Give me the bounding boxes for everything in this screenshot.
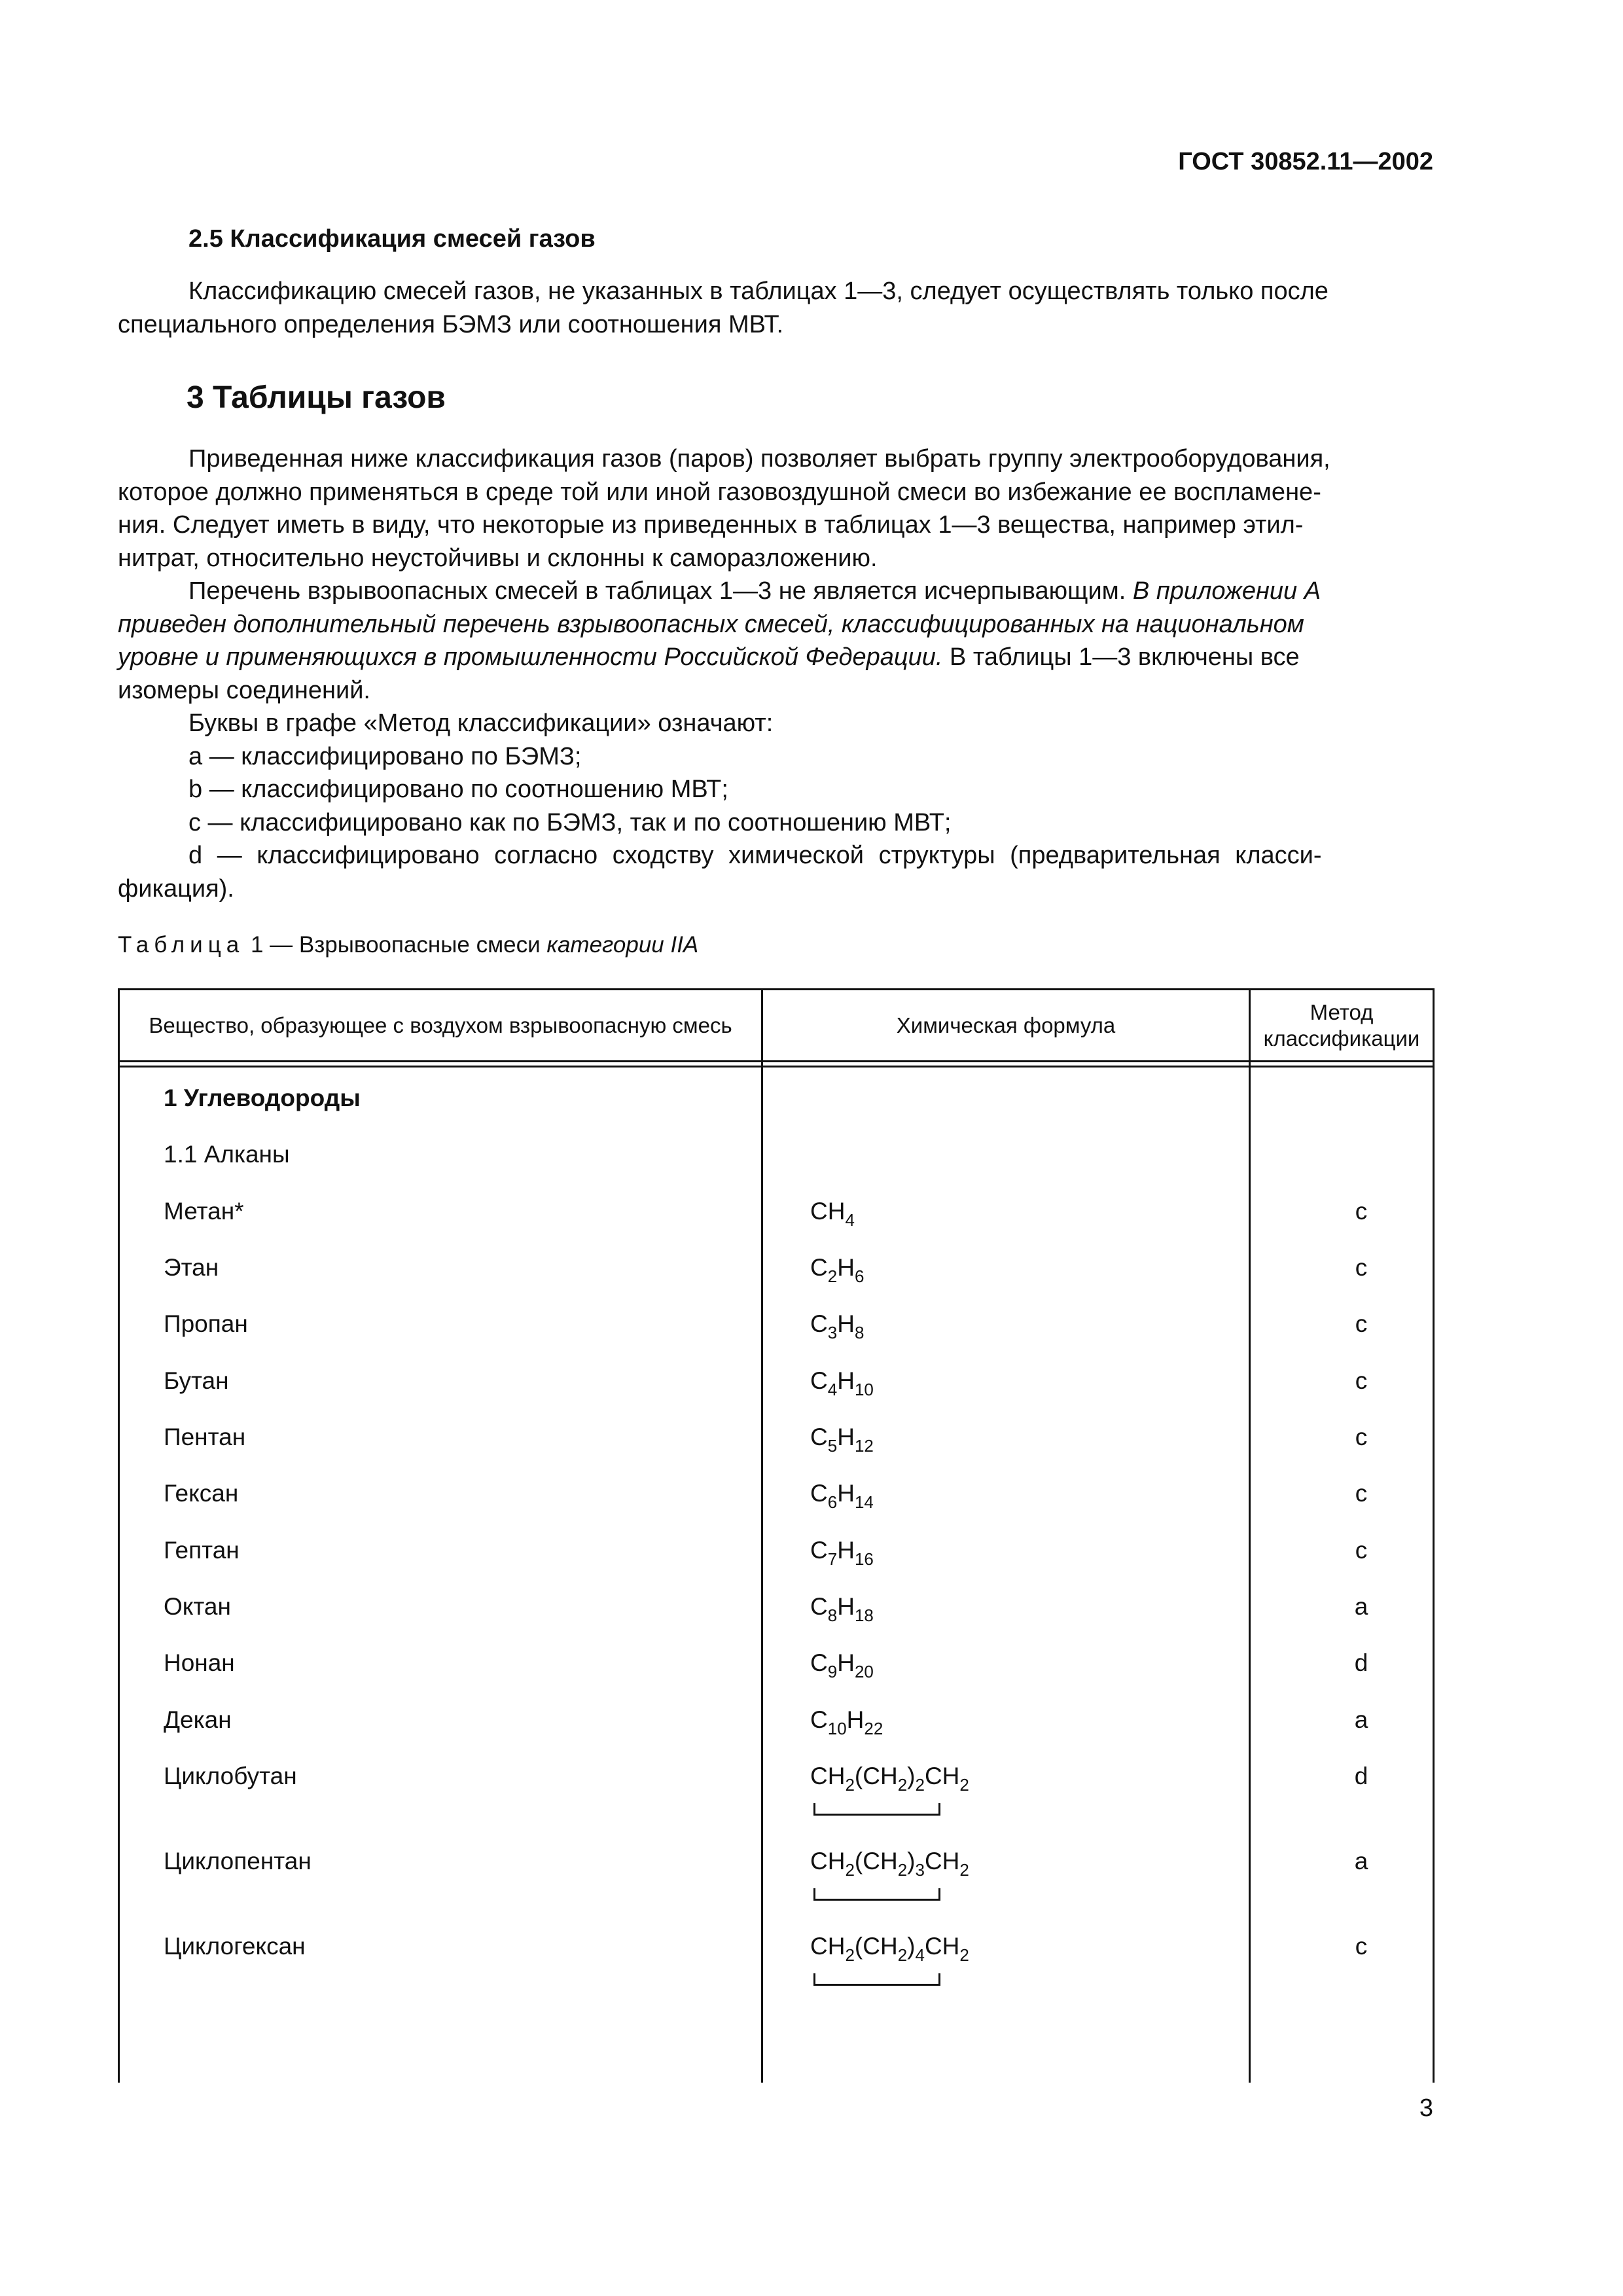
substance-name: Декан bbox=[164, 1706, 232, 1733]
formula-text: C bbox=[810, 1424, 828, 1450]
formula-subscript: 8 bbox=[854, 1323, 865, 1342]
paragraph-line: Буквы в графе «Метод классификации» означают: bbox=[188, 709, 774, 737]
classification-method: с bbox=[1355, 1480, 1368, 1507]
formula-text: H bbox=[846, 1706, 865, 1733]
chemical-formula bbox=[810, 1848, 969, 1880]
paragraph-line: Приведенная ниже классификация газов (паров) позволяет выбрать группу электрооборудования, bbox=[188, 445, 1330, 473]
formula-text: CH bbox=[810, 1763, 846, 1789]
paragraph-line: фикация). bbox=[118, 874, 234, 903]
formula-text: H bbox=[837, 1480, 855, 1507]
text-run: Перечень взрывоопасных смесей в таблицах 1—3 не является исчерпывающим. bbox=[188, 577, 1126, 605]
substance-name: Октан bbox=[164, 1593, 231, 1620]
formula-text: C bbox=[810, 1480, 828, 1507]
substance-name: Циклогексан bbox=[164, 1933, 306, 1960]
classification-method: с bbox=[1355, 1424, 1368, 1450]
formula-subscript: 2 bbox=[897, 1860, 908, 1880]
section-heading-3: 3 Таблицы газов bbox=[187, 380, 446, 415]
caption-text: 1 — Взрывоопасные смеси bbox=[244, 932, 547, 958]
chemical-formula bbox=[810, 1367, 874, 1399]
formula-text: ) bbox=[907, 1933, 916, 1960]
italic-run: В приложении А bbox=[1132, 577, 1321, 605]
formula-subscript: 14 bbox=[854, 1492, 874, 1512]
paragraph-line: ния. Следует иметь в виду, что некоторые из приведенных в таблицах 1—3 вещества, например этил- bbox=[118, 511, 1304, 539]
table-header-border-double bbox=[118, 1066, 1435, 1067]
formula-text: CH bbox=[924, 1848, 960, 1874]
formula-subscript: 2 bbox=[959, 1945, 969, 1965]
chemical-formula bbox=[810, 1763, 969, 1795]
formula-subscript: 10 bbox=[827, 1719, 847, 1738]
section-heading-2-5: 2.5 Классификация смесей газов bbox=[188, 225, 596, 253]
formula-text: CH bbox=[924, 1933, 960, 1960]
formula-text: CH bbox=[810, 1933, 846, 1960]
substance-name: Метан* bbox=[164, 1198, 244, 1225]
classification-method: а bbox=[1354, 1848, 1368, 1874]
formula-subscript: 2 bbox=[845, 1860, 855, 1880]
formula-text: C bbox=[810, 1367, 828, 1394]
paragraph-line bbox=[118, 641, 1433, 674]
table-left-border bbox=[118, 988, 120, 2083]
italic-run: приведен дополнительный перечень взрывоопасных смесей, классифицированных на национальном bbox=[118, 610, 1304, 638]
formula-text: H bbox=[837, 1593, 855, 1620]
chemical-formula bbox=[810, 1310, 865, 1342]
table-right-border bbox=[1433, 988, 1435, 2083]
substance-name: Циклопентан bbox=[164, 1848, 312, 1874]
formula-subscript: 6 bbox=[854, 1266, 865, 1286]
formula-text: ) bbox=[907, 1763, 916, 1789]
caption-italic: категории IIA bbox=[546, 932, 699, 958]
paragraph-line: специального определения БЭМЗ или соотношения МВТ. bbox=[118, 310, 784, 338]
substance-name: Гептан bbox=[164, 1537, 240, 1564]
document-code: ГОСТ 30852.11—2002 bbox=[1178, 148, 1433, 175]
formula-subscript: 4 bbox=[827, 1380, 838, 1399]
chemical-formula bbox=[810, 1424, 874, 1456]
formula-subscript: 20 bbox=[854, 1662, 874, 1681]
paragraph-line bbox=[118, 575, 1433, 608]
formula-subscript: 2 bbox=[959, 1860, 969, 1880]
formula-subscript: 16 bbox=[854, 1549, 874, 1569]
formula-text: (CH bbox=[854, 1933, 898, 1960]
chemical-formula bbox=[810, 1593, 874, 1625]
formula-text: (CH bbox=[854, 1848, 898, 1874]
substance-name: Этан bbox=[164, 1254, 219, 1281]
header-method: Метод классификации bbox=[1263, 999, 1420, 1050]
classification-method: с bbox=[1355, 1537, 1368, 1564]
paragraph-line: b — классифицировано по соотношению МВТ; bbox=[188, 776, 728, 803]
table-group-row: 1 Углеводороды bbox=[164, 1085, 361, 1111]
substance-name: Гексан bbox=[164, 1480, 239, 1507]
formula-subscript: 3 bbox=[915, 1860, 925, 1880]
classification-method: d bbox=[1354, 1649, 1368, 1676]
formula-subscript: 2 bbox=[959, 1775, 969, 1795]
formula-text: CH bbox=[810, 1848, 846, 1874]
classification-method: d bbox=[1354, 1763, 1368, 1789]
formula-text: H bbox=[837, 1537, 855, 1564]
chemical-formula bbox=[810, 1537, 874, 1569]
classification-method: с bbox=[1355, 1310, 1368, 1337]
formula-subscript: 4 bbox=[845, 1210, 855, 1230]
formula-text: H bbox=[837, 1310, 855, 1337]
formula-text: C bbox=[810, 1706, 828, 1733]
formula-text: ) bbox=[907, 1848, 916, 1874]
table-header-border bbox=[118, 1060, 1435, 1062]
substance-name: Нонан bbox=[164, 1649, 235, 1676]
substance-name: Циклобутан bbox=[164, 1763, 297, 1789]
formula-subscript: 2 bbox=[827, 1266, 838, 1286]
classification-method: с bbox=[1355, 1933, 1368, 1960]
chemical-formula bbox=[810, 1254, 865, 1286]
classification-method: с bbox=[1355, 1198, 1368, 1225]
gas-table bbox=[118, 988, 1435, 2083]
formula-subscript: 6 bbox=[827, 1492, 838, 1512]
formula-text: H bbox=[837, 1367, 855, 1394]
formula-text: (CH bbox=[854, 1763, 898, 1789]
formula-subscript: 10 bbox=[854, 1380, 874, 1399]
formula-subscript: 2 bbox=[915, 1775, 925, 1795]
section-3-body bbox=[118, 442, 1433, 905]
paragraph-line: а — классифицировано по БЭМЗ; bbox=[188, 742, 582, 770]
formula-text: C bbox=[810, 1593, 828, 1620]
formula-subscript: 18 bbox=[854, 1605, 874, 1625]
table-col-divider bbox=[1249, 988, 1251, 2083]
paragraph-line: Классификацию смесей газов, не указанных в таблицах 1—3, следует осуществлять только после bbox=[188, 278, 1329, 305]
formula-subscript: 8 bbox=[827, 1605, 838, 1625]
text-run: В таблицы 1—3 включены все bbox=[949, 643, 1300, 671]
classification-method: а bbox=[1354, 1706, 1368, 1733]
page-number: 3 bbox=[1419, 2094, 1433, 2122]
formula-subscript: 7 bbox=[827, 1549, 838, 1569]
formula-subscript: 2 bbox=[897, 1945, 908, 1965]
formula-subscript: 9 bbox=[827, 1662, 838, 1681]
paragraph-line: с — классифицировано как по БЭМЗ, так и по соотношению МВТ; bbox=[188, 808, 952, 836]
formula-text: CH bbox=[810, 1198, 846, 1225]
ring-bond-bracket bbox=[813, 1973, 940, 1986]
classification-method: с bbox=[1355, 1367, 1368, 1394]
formula-subscript: 2 bbox=[845, 1945, 855, 1965]
substance-name: Бутан bbox=[164, 1367, 229, 1394]
caption-label: Таблица bbox=[118, 932, 245, 958]
substance-name: Пропан bbox=[164, 1310, 248, 1337]
chemical-formula bbox=[810, 1706, 883, 1738]
header-substance: Вещество, образующее с воздухом взрывоопасную смесь bbox=[149, 1013, 732, 1037]
formula-subscript: 3 bbox=[827, 1323, 838, 1342]
paragraph-line: изомеры соединений. bbox=[118, 676, 370, 704]
formula-subscript: 5 bbox=[827, 1436, 838, 1456]
paragraph-line: которое должно применяться в среде той или иной газовоздушной смеси во избежание ее воспламене- bbox=[118, 478, 1321, 506]
paragraph-line bbox=[118, 608, 1433, 641]
formula-subscript: 22 bbox=[864, 1719, 883, 1738]
section-2-5-paragraph bbox=[118, 275, 1433, 341]
chemical-formula bbox=[810, 1198, 855, 1230]
classification-method: с bbox=[1355, 1254, 1368, 1281]
chemical-formula bbox=[810, 1480, 874, 1512]
formula-text: C bbox=[810, 1254, 828, 1281]
paragraph-line: d — классифицировано согласно сходству химической структуры (предварительная класси- bbox=[188, 842, 1322, 869]
header-formula: Химическая формула bbox=[896, 1013, 1116, 1037]
chemical-formula bbox=[810, 1649, 874, 1681]
table-subgroup-row: 1.1 Алканы bbox=[164, 1141, 290, 1168]
formula-text: H bbox=[837, 1254, 855, 1281]
classification-method: а bbox=[1354, 1593, 1368, 1620]
formula-subscript: 4 bbox=[915, 1945, 925, 1965]
chemical-formula bbox=[810, 1933, 969, 1965]
formula-text: H bbox=[837, 1424, 855, 1450]
formula-text: H bbox=[837, 1649, 855, 1676]
substance-name: Пентан bbox=[164, 1424, 246, 1450]
formula-subscript: 2 bbox=[845, 1775, 855, 1795]
formula-subscript: 12 bbox=[854, 1436, 874, 1456]
ring-bond-bracket bbox=[813, 1888, 940, 1901]
paragraph-line: нитрат, относительно неустойчивы и склонны к саморазложению. bbox=[118, 544, 878, 572]
formula-subscript: 2 bbox=[897, 1775, 908, 1795]
formula-text: C bbox=[810, 1649, 828, 1676]
formula-text: CH bbox=[924, 1763, 960, 1789]
italic-run: уровне и применяющихся в промышленности Российской Федерации. bbox=[118, 643, 943, 671]
formula-text: C bbox=[810, 1537, 828, 1564]
table-col-divider bbox=[761, 988, 763, 2083]
formula-text: C bbox=[810, 1310, 828, 1337]
ring-bond-bracket bbox=[813, 1803, 940, 1816]
table-caption bbox=[118, 932, 698, 958]
